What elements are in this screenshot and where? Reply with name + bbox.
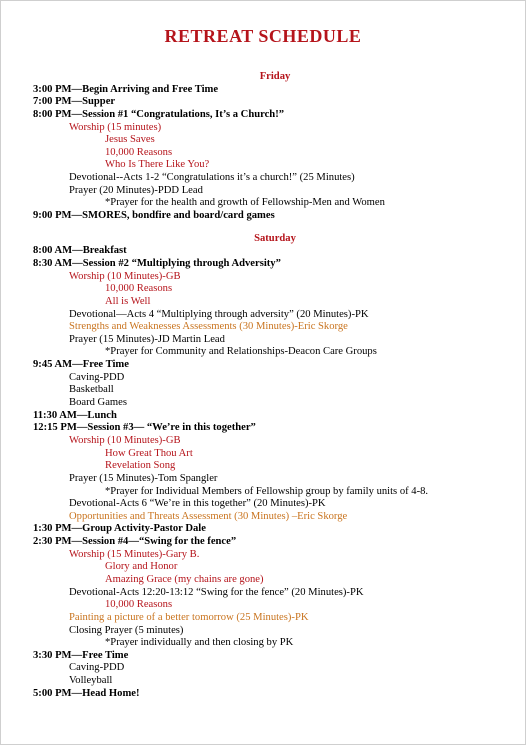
document-title: RETREAT SCHEDULE bbox=[164, 26, 362, 46]
schedule-item: 10,000 Reasons bbox=[105, 146, 173, 158]
time-slot: 2:30 PM—Session #4—“Swing for the fence” bbox=[33, 536, 237, 548]
time-slot: 5:00 PM—Head Home! bbox=[33, 687, 140, 699]
time-slot: 8:30 AM—Session #2 “Multiplying through Adversity” bbox=[33, 257, 281, 269]
schedule-item: Prayer (15 Minutes)-JD Martin Lead bbox=[69, 333, 225, 345]
time-slot: 8:00 PM—Session #1 “Congratulations, It’s a Church!” bbox=[33, 108, 285, 120]
schedule-item: 10,000 Reasons bbox=[105, 599, 173, 611]
schedule-item: Jesus Saves bbox=[105, 134, 155, 146]
schedule-item: Worship (10 Minutes)-GB bbox=[69, 434, 181, 446]
time-slot: 9:00 PM—SMORES, bondfire and board/card games bbox=[33, 210, 275, 222]
schedule-item: Worship (15 minutes) bbox=[69, 121, 162, 133]
time-slot: 1:30 PM—Group Activity-Pastor Dale bbox=[33, 523, 206, 535]
time-slot: 3:30 PM—Free Time bbox=[33, 649, 129, 661]
time-slot: 12:15 PM—Session #3— “We’re in this together” bbox=[33, 422, 256, 434]
schedule-item: Basketball bbox=[69, 384, 114, 396]
schedule-item: Worship (10 Minutes)-GB bbox=[69, 270, 181, 282]
schedule-item: Devotional-Acts 12:20-13:12 “Swing for the fence” (20 Minutes)-PK bbox=[69, 586, 364, 598]
schedule-item: How Great Thou Art bbox=[105, 447, 193, 459]
schedule-item: Caving-PDD bbox=[69, 371, 125, 383]
time-slot: 8:00 AM—Breakfast bbox=[33, 245, 127, 257]
schedule-item: Devotional—Acts 4 “Multiplying through adversity” (20 Minutes)-PK bbox=[69, 308, 369, 320]
schedule-item: *Prayer individually and then closing by PK bbox=[105, 637, 294, 649]
spacer bbox=[33, 223, 517, 233]
time-slot: 3:00 PM—Begin Arriving and Free Time bbox=[33, 83, 219, 95]
schedule-item: All is Well bbox=[105, 295, 151, 307]
schedule-item: Devotional-Acts 6 “We’re in this together” (20 Minutes)-PK bbox=[69, 498, 326, 510]
time-slot: 7:00 PM—Supper bbox=[33, 96, 116, 108]
schedule-item: 10,000 Reasons bbox=[105, 283, 173, 295]
schedule-item: Prayer (20 Minutes)-PDD Lead bbox=[69, 184, 203, 196]
schedule-item: Painting a picture of a better tomorrow (25 Minutes)-PK bbox=[69, 611, 309, 623]
schedule-item: Prayer (15 Minutes)-Tom Spangler bbox=[69, 472, 218, 484]
schedule-item: *Prayer for the health and growth of Fellowship-Men and Women bbox=[105, 197, 385, 209]
schedule-item: Closing Prayer (5 minutes) bbox=[69, 624, 184, 636]
time-slot: 9:45 AM—Free Time bbox=[33, 359, 129, 371]
schedule-item: Volleyball bbox=[69, 675, 113, 687]
time-slot: 11:30 AM—Lunch bbox=[33, 409, 117, 421]
schedule-item: Glory and Honor bbox=[105, 561, 178, 573]
schedule-item: Worship (15 Minutes)-Gary B. bbox=[69, 548, 200, 560]
schedule-item: Opportunities and Threats Assessment (30 Minutes) –Eric Skorge bbox=[69, 510, 348, 522]
schedule-item: Caving-PDD bbox=[69, 662, 125, 674]
schedule-content bbox=[33, 71, 517, 700]
schedule-item: Board Games bbox=[69, 397, 127, 409]
schedule-item: Who Is There Like You? bbox=[105, 159, 210, 171]
schedule-item: *Prayer for Individual Members of Fellowship group by family units of 4-8. bbox=[105, 485, 429, 497]
schedule-item: Strengths and Weaknesses Assessments (30 Minutes)-Eric Skorge bbox=[69, 321, 348, 333]
schedule-item: Revelation Song bbox=[105, 460, 176, 472]
schedule-item: *Prayer for Community and Relationships-Deacon Care Groups bbox=[105, 346, 377, 358]
day-heading: Saturday bbox=[254, 232, 296, 244]
schedule-item: Amazing Grace (my chains are gone) bbox=[105, 573, 264, 585]
schedule-item: Devotional--Acts 1-2 “Congratulations it’s a church!” (25 Minutes) bbox=[69, 172, 355, 184]
day-heading: Friday bbox=[259, 71, 291, 82]
